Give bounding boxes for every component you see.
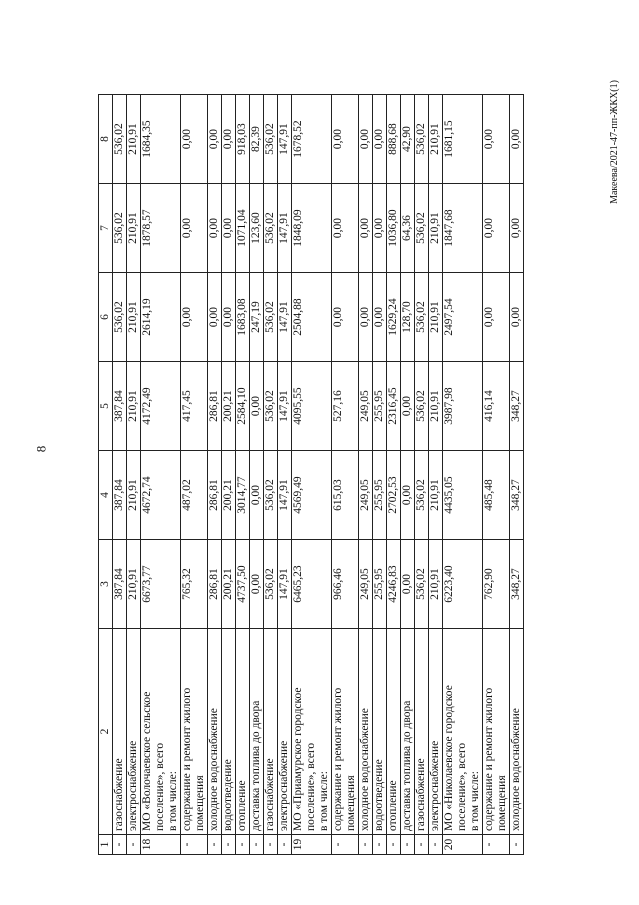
value-cell: 536,02: [415, 184, 429, 273]
row-number: -: [483, 835, 510, 855]
header-cell: 5: [99, 362, 113, 451]
value-cell: 485,48: [483, 451, 510, 540]
value-cell: 210,91: [127, 184, 141, 273]
value-cell: 918,03: [236, 95, 250, 184]
row-name-line: холодное водоснабжение: [208, 708, 220, 831]
value-cell: 1678,52: [292, 95, 332, 184]
table-row: [443, 95, 483, 855]
value-cell: 249,05: [359, 362, 373, 451]
row-name: [264, 629, 278, 835]
row-name: [236, 629, 250, 835]
table-row: [332, 95, 359, 855]
value-cell: 0,00: [250, 451, 264, 540]
value-cell: 286,81: [208, 540, 222, 629]
value-cell: 536,02: [264, 362, 278, 451]
value-cell: 4095,55: [292, 362, 332, 451]
value-cell: 1036,80: [387, 184, 401, 273]
row-name: [181, 629, 208, 835]
value-cell: 255,95: [373, 540, 387, 629]
row-number: -: [278, 835, 292, 855]
value-cell: 0,00: [208, 184, 222, 273]
value-cell: 0,00: [222, 95, 236, 184]
table-row: [236, 95, 250, 855]
value-cell: 0,00: [373, 184, 387, 273]
value-cell: 147,91: [278, 362, 292, 451]
row-name: [373, 629, 387, 835]
header-cell: 1: [99, 835, 113, 855]
header-cell: 2: [99, 629, 113, 835]
value-cell: 1629,24: [387, 273, 401, 362]
value-cell: 147,91: [278, 273, 292, 362]
value-cell: 387,84: [113, 362, 127, 451]
value-cell: 210,91: [127, 540, 141, 629]
value-cell: 0,00: [332, 95, 359, 184]
row-name-line: электроснабжение: [127, 740, 139, 831]
value-cell: 0,00: [359, 273, 373, 362]
value-cell: 536,02: [415, 362, 429, 451]
value-cell: 348,27: [510, 540, 524, 629]
table-row: [292, 95, 332, 855]
value-cell: 123,60: [250, 184, 264, 273]
value-cell: 210,91: [127, 362, 141, 451]
value-cell: 0,00: [510, 95, 524, 184]
row-name-line: водоотведение: [373, 759, 385, 831]
value-cell: 0,00: [483, 184, 510, 273]
value-cell: 286,81: [208, 362, 222, 451]
value-cell: 0,00: [250, 362, 264, 451]
value-cell: 536,02: [415, 540, 429, 629]
table-row: [113, 95, 127, 855]
value-cell: 536,02: [415, 451, 429, 540]
value-cell: 0,00: [222, 273, 236, 362]
value-cell: 1683,08: [236, 273, 250, 362]
value-cell: 249,05: [359, 540, 373, 629]
value-cell: 1071,04: [236, 184, 250, 273]
value-cell: 4569,49: [292, 451, 332, 540]
row-name-line: МО «Волочаевское сельское: [141, 691, 153, 831]
row-number: -: [264, 835, 278, 855]
table-row: [401, 95, 415, 855]
value-cell: 387,84: [113, 540, 127, 629]
page-number: 8: [33, 445, 49, 453]
row-number: -: [250, 835, 264, 855]
value-cell: 536,02: [113, 95, 127, 184]
value-cell: 536,02: [415, 273, 429, 362]
table-row: [127, 95, 141, 855]
value-cell: 147,91: [278, 95, 292, 184]
value-cell: 536,02: [415, 95, 429, 184]
row-number: -: [222, 835, 236, 855]
value-cell: 536,02: [264, 273, 278, 362]
value-cell: 3987,98: [443, 362, 483, 451]
value-cell: 0,00: [401, 540, 415, 629]
value-cell: 2504,88: [292, 273, 332, 362]
value-cell: 249,05: [359, 451, 373, 540]
row-name-line: содержание и ремонт жилого: [332, 687, 344, 831]
value-cell: 42,90: [401, 95, 415, 184]
value-cell: 348,27: [510, 362, 524, 451]
value-cell: 2702,53: [387, 451, 401, 540]
value-cell: 888,68: [387, 95, 401, 184]
table-row: [250, 95, 264, 855]
value-cell: 487,02: [181, 451, 208, 540]
row-name-line: содержание и ремонт жилого: [483, 687, 495, 831]
table-row: [359, 95, 373, 855]
row-name-line: доставка топлива до двора: [250, 700, 262, 831]
row-name: [510, 629, 524, 835]
value-cell: 762,90: [483, 540, 510, 629]
value-cell: 536,02: [264, 95, 278, 184]
value-cell: 200,21: [222, 451, 236, 540]
row-name-line: помещения: [496, 775, 508, 831]
table-row: [510, 95, 524, 855]
row-number: -: [332, 835, 359, 855]
value-cell: 0,00: [510, 184, 524, 273]
row-name-line: холодное водоснабжение: [510, 708, 522, 831]
row-number: -: [387, 835, 401, 855]
value-cell: 147,91: [278, 451, 292, 540]
row-name-line: холодное водоснабжение: [359, 708, 371, 831]
row-name: [387, 629, 401, 835]
table-row: [415, 95, 429, 855]
table-row: [141, 95, 181, 855]
value-cell: 210,91: [127, 95, 141, 184]
row-number: -: [401, 835, 415, 855]
value-cell: 147,91: [278, 540, 292, 629]
value-cell: 210,91: [429, 95, 443, 184]
value-cell: 0,00: [373, 95, 387, 184]
value-cell: 64,36: [401, 184, 415, 273]
row-number: -: [510, 835, 524, 855]
value-cell: 0,00: [181, 95, 208, 184]
header-cell: 4: [99, 451, 113, 540]
table-row: [278, 95, 292, 855]
value-cell: 387,84: [113, 451, 127, 540]
header-row: [99, 95, 113, 855]
value-cell: 1684,35: [141, 95, 181, 184]
table-row: [429, 95, 443, 855]
value-cell: 0,00: [359, 95, 373, 184]
value-cell: 286,81: [208, 451, 222, 540]
header-cell: 3: [99, 540, 113, 629]
value-cell: 0,00: [401, 362, 415, 451]
row-name-line: в том числе:: [318, 771, 330, 831]
row-number: -: [359, 835, 373, 855]
row-name-line: газоснабжение: [264, 758, 276, 831]
value-cell: 536,02: [264, 451, 278, 540]
row-name: [208, 629, 222, 835]
value-cell: 966,46: [332, 540, 359, 629]
value-cell: 0,00: [208, 95, 222, 184]
value-cell: 4672,74: [141, 451, 181, 540]
value-cell: 1848,09: [292, 184, 332, 273]
row-name-line: электроснабжение: [278, 740, 290, 831]
row-number: -: [415, 835, 429, 855]
table-row: [264, 95, 278, 855]
header-cell: 6: [99, 273, 113, 362]
value-cell: 0,00: [401, 451, 415, 540]
row-name-line: доставка топлива до двора: [401, 700, 413, 831]
value-cell: 0,00: [483, 273, 510, 362]
value-cell: 1878,57: [141, 184, 181, 273]
table-row: [208, 95, 222, 855]
row-name-line: поселение», всего: [154, 742, 166, 831]
value-cell: 210,91: [429, 540, 443, 629]
row-name-line: помещения: [345, 775, 357, 831]
row-number: 18: [141, 835, 181, 855]
value-cell: 0,00: [181, 184, 208, 273]
value-cell: 2584,10: [236, 362, 250, 451]
value-cell: 0,00: [250, 540, 264, 629]
table-row: [483, 95, 510, 855]
row-number: 19: [292, 835, 332, 855]
value-cell: 2316,45: [387, 362, 401, 451]
value-cell: 0,00: [208, 273, 222, 362]
value-cell: 210,91: [429, 362, 443, 451]
row-number: 20: [443, 835, 483, 855]
row-number: -: [113, 835, 127, 855]
value-cell: 6223,40: [443, 540, 483, 629]
value-cell: 2497,54: [443, 273, 483, 362]
row-number: -: [429, 835, 443, 855]
row-name-line: МО «Николаевское городское: [443, 685, 455, 831]
row-name: [443, 629, 483, 835]
row-name-line: поселение», всего: [456, 742, 468, 831]
value-cell: 765,32: [181, 540, 208, 629]
row-name: [415, 629, 429, 835]
value-cell: 210,91: [127, 451, 141, 540]
table-row: [387, 95, 401, 855]
row-name: [127, 629, 141, 835]
row-name-line: отопление: [236, 780, 248, 831]
value-cell: 4737,50: [236, 540, 250, 629]
value-cell: 527,16: [332, 362, 359, 451]
row-name-line: газоснабжение: [113, 758, 125, 831]
row-name: [483, 629, 510, 835]
value-cell: 6673,77: [141, 540, 181, 629]
row-name: [359, 629, 373, 835]
row-name: [250, 629, 264, 835]
value-cell: 210,91: [429, 451, 443, 540]
value-cell: 615,03: [332, 451, 359, 540]
value-cell: 0,00: [332, 273, 359, 362]
value-cell: 0,00: [222, 184, 236, 273]
row-number: -: [127, 835, 141, 855]
row-number: -: [181, 835, 208, 855]
value-cell: 0,00: [181, 273, 208, 362]
table-row: [222, 95, 236, 855]
value-cell: 2614,19: [141, 273, 181, 362]
table-row: [373, 95, 387, 855]
value-cell: 536,02: [264, 540, 278, 629]
row-name: [401, 629, 415, 835]
row-name-line: поселение», всего: [305, 742, 317, 831]
value-cell: 147,91: [278, 184, 292, 273]
value-cell: 210,91: [429, 184, 443, 273]
row-name-line: содержание и ремонт жилого: [181, 687, 193, 831]
value-cell: 255,95: [373, 362, 387, 451]
value-cell: 255,95: [373, 451, 387, 540]
value-cell: 1681,15: [443, 95, 483, 184]
row-name-line: МО «Приамурское городское: [292, 687, 304, 831]
value-cell: 536,02: [264, 184, 278, 273]
row-number: -: [236, 835, 250, 855]
value-cell: 0,00: [510, 273, 524, 362]
value-cell: 348,27: [510, 451, 524, 540]
value-cell: 0,00: [359, 184, 373, 273]
row-number: -: [208, 835, 222, 855]
row-name-line: в том числе:: [469, 771, 481, 831]
value-cell: 200,21: [222, 362, 236, 451]
row-name-line: помещения: [194, 775, 206, 831]
value-cell: 4246,83: [387, 540, 401, 629]
value-cell: 6465,23: [292, 540, 332, 629]
tariff-table: [98, 94, 524, 855]
value-cell: 210,91: [127, 273, 141, 362]
value-cell: 1847,68: [443, 184, 483, 273]
row-number: -: [373, 835, 387, 855]
row-name: [332, 629, 359, 835]
value-cell: 4435,05: [443, 451, 483, 540]
header-cell: 7: [99, 184, 113, 273]
rotated-table-container: [98, 95, 606, 855]
row-name-line: водоотведение: [222, 759, 234, 831]
row-name: [141, 629, 181, 835]
value-cell: 417,45: [181, 362, 208, 451]
value-cell: 200,21: [222, 540, 236, 629]
value-cell: 247,19: [250, 273, 264, 362]
value-cell: 3014,77: [236, 451, 250, 540]
value-cell: 0,00: [332, 184, 359, 273]
row-name: [113, 629, 127, 835]
value-cell: 536,02: [113, 184, 127, 273]
value-cell: 128,70: [401, 273, 415, 362]
value-cell: 536,02: [113, 273, 127, 362]
value-cell: 0,00: [483, 95, 510, 184]
value-cell: 0,00: [373, 273, 387, 362]
row-name-line: газоснабжение: [415, 758, 427, 831]
row-name-line: электроснабжение: [429, 740, 441, 831]
row-name: [429, 629, 443, 835]
row-name-line: в том числе:: [167, 771, 179, 831]
header-cell: 8: [99, 95, 113, 184]
value-cell: 210,91: [429, 273, 443, 362]
value-cell: 82,39: [250, 95, 264, 184]
table-row: [181, 95, 208, 855]
row-name-line: отопление: [387, 780, 399, 831]
row-name: [222, 629, 236, 835]
row-name: [292, 629, 332, 835]
row-name: [278, 629, 292, 835]
value-cell: 4172,49: [141, 362, 181, 451]
value-cell: 416,14: [483, 362, 510, 451]
